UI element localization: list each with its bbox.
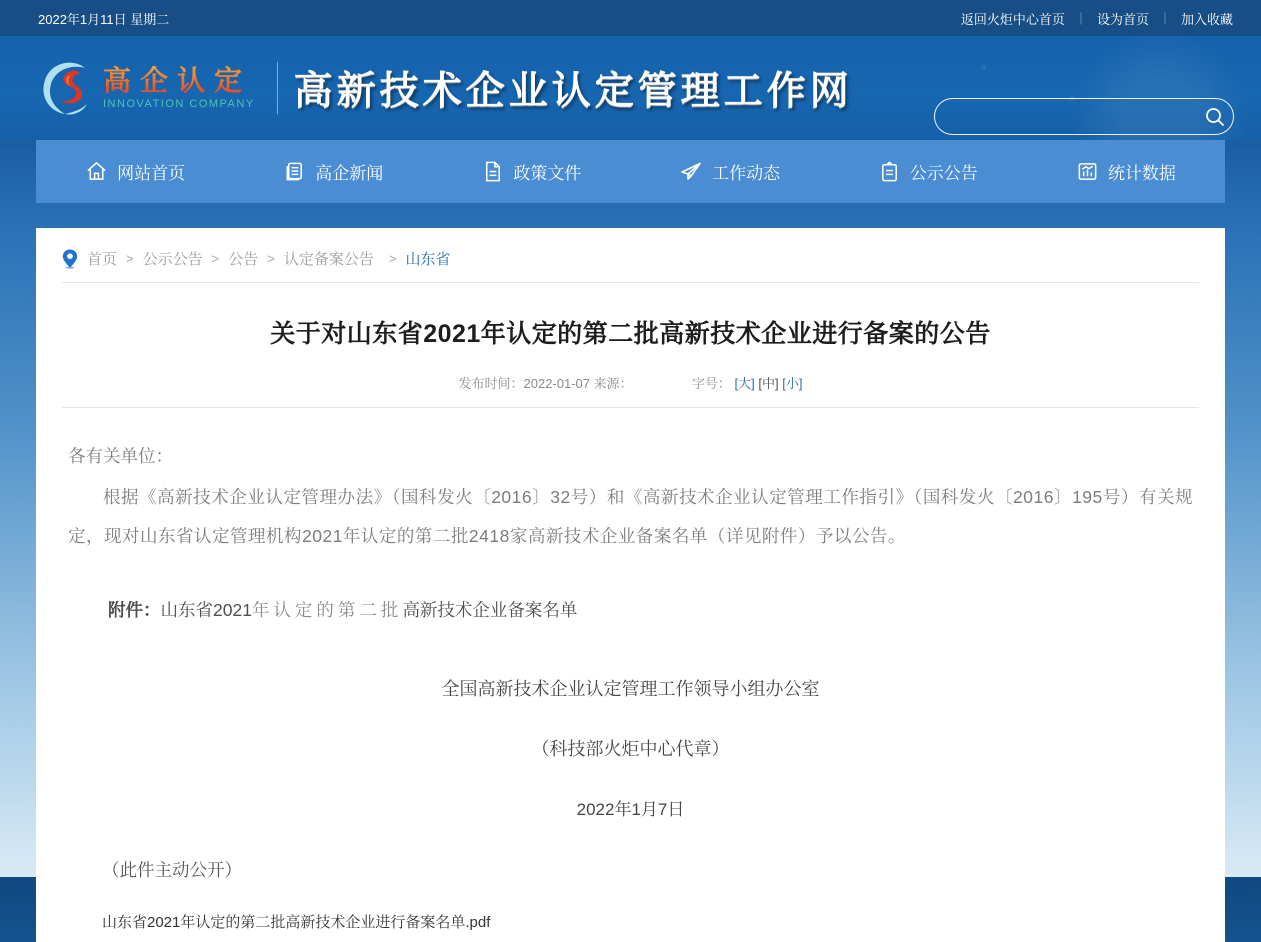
fontsize-medium-button[interactable]: [中] [758,376,779,391]
signature-date: 2022年1月7日 [576,800,685,819]
logo-title: 高企认定 [103,66,255,96]
breadcrumb-announcements[interactable]: 公示公告 [142,251,203,268]
attachment-pdf-link[interactable]: 山东省2021年认定的第二批高新技术企业进行备案名单.pdf [102,914,491,931]
breadcrumb-record-notice[interactable]: 认定备案公告 [283,251,374,268]
news-icon [283,160,306,183]
search-icon[interactable] [1197,99,1233,134]
breadcrumb-divider [62,282,1199,283]
breadcrumb-separator: > [211,251,220,266]
breadcrumb-shandong[interactable]: 山东省 [405,251,451,268]
nav-item-announcements[interactable] [829,140,1027,203]
topbar-separator: ｜ [1074,11,1087,26]
fontsize-label: 字号： [691,376,731,391]
announcement-icon [878,160,901,183]
article-title: 关于对山东省2021年认定的第二批高新技术企业进行备案的公告 [270,320,991,348]
fontsize-large-button[interactable]: [大] [734,376,755,391]
current-date: 2022年1月11日 星期二 [38,11,170,27]
site-header [0,36,1261,140]
nav-item-policy[interactable] [432,140,630,203]
send-icon [679,160,703,184]
source-label: 来源： [593,376,633,391]
title-divider [62,407,1199,408]
home-icon [85,160,108,183]
site-title: 高新技术企业认定管理工作网 [293,70,853,113]
chart-icon [1076,160,1099,183]
nav-label: 工作动态 [712,164,781,183]
salutation: 各有关单位： [68,446,173,466]
search-box [934,98,1234,135]
logo-text [103,66,255,110]
breadcrumb-separator: > [126,251,134,266]
add-favorite-link[interactable]: 加入收藏 [1180,11,1233,27]
signature-seal-note: （科技部火炬中心代章） [531,739,730,759]
article-meta [62,373,1199,392]
breadcrumb-home[interactable]: 首页 [87,251,118,268]
publish-time: 发布时间：2022-01-07 [458,376,590,391]
nav-label: 网站首页 [117,164,186,183]
topbar-separator: ｜ [1158,11,1171,26]
fontsize-small-button[interactable]: [小] [782,376,803,391]
topbar-links [961,9,1233,28]
search-input[interactable] [935,99,1197,134]
nav-item-worknews[interactable] [631,140,829,203]
location-pin-icon [62,249,78,269]
document-icon [481,160,504,183]
attachment-label: 附件： [108,600,161,620]
header-divider [277,62,278,114]
background-gap [0,203,1261,228]
content-card [36,228,1225,942]
attachment-text-2: 年认定的第二批 [251,600,403,620]
nav-item-home[interactable] [36,140,234,203]
announcement-paragraph: 根据《高新技术企业认定管理办法》（国科发火〔2016〕32号）和《高新技术企业认定管理工作指引》（国科发火〔2016〕195号）有关规定，现对山东省认定管理机构2021年认定的第二批2418家高新技术企业备案名单（详见附件）予以公告。 [68,487,1193,546]
top-utility-bar [0,0,1261,36]
signature-organization: 全国高新技术企业认定管理工作领导小组办公室 [441,679,820,699]
main-nav [36,140,1225,203]
site-logo[interactable] [35,56,255,120]
nav-label: 高企新闻 [315,164,384,183]
nav-item-statistics[interactable] [1027,140,1225,203]
nav-label: 统计数据 [1107,164,1176,183]
breadcrumb [62,248,1199,269]
nav-label: 公示公告 [909,164,978,183]
disclosure-note: （此件主动公开） [102,860,242,880]
attachment-text-3: 高新技术企业备案名单 [402,600,578,620]
set-homepage-link[interactable]: 设为首页 [1096,11,1149,27]
logo-swirl-icon [35,56,99,120]
nav-label: 政策文件 [513,164,582,183]
breadcrumb-separator: > [267,251,275,266]
attachment-text-1: 山东省2021 [160,600,252,620]
article-body [62,437,1199,942]
attachment-line [68,591,1193,630]
back-to-torch-center-link[interactable]: 返回火炬中心首页 [960,11,1065,27]
breadcrumb-notice[interactable]: 公告 [228,251,259,268]
logo-subtitle: INNOVATION COMPANY [103,98,255,110]
breadcrumb-separator: > [388,251,397,266]
nav-item-news[interactable] [234,140,432,203]
